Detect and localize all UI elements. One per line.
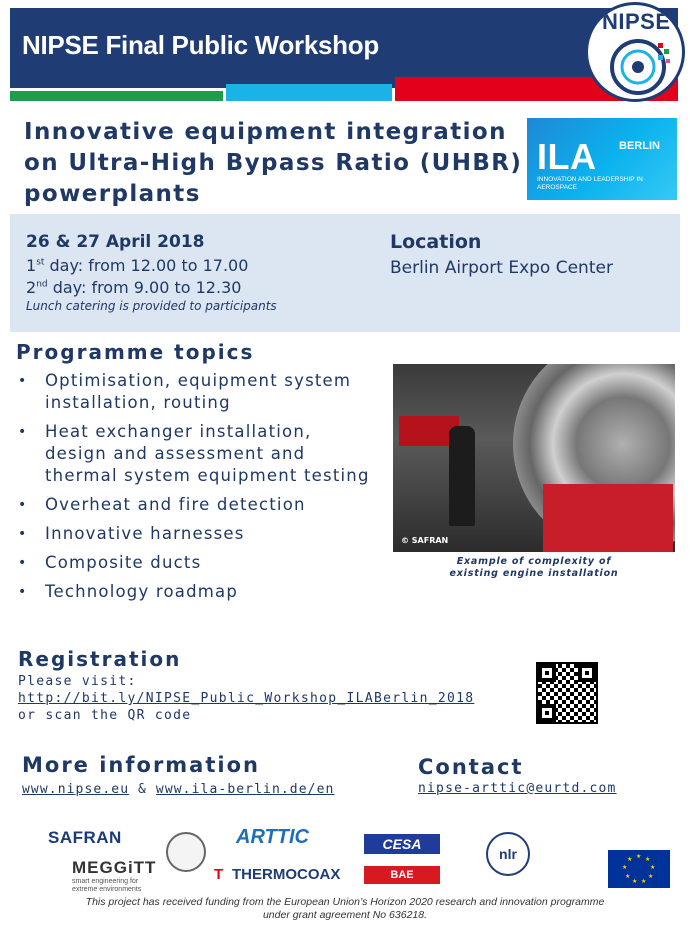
technician-figure	[449, 426, 475, 526]
qr-finder	[538, 664, 556, 682]
eu-flag-icon: ★ ★ ★ ★ ★ ★ ★ ★ ★	[608, 850, 670, 888]
meggitt-logo: MEGGiTT	[72, 858, 157, 877]
photo-credit: © SAFRAN	[401, 536, 449, 545]
ila-logo-tagline: INNOVATION AND LEADERSHIP IN AEROSPACE	[537, 176, 643, 191]
topic-item: • Technology roadmap	[16, 581, 376, 603]
ila-berlin-logo	[527, 118, 677, 200]
funding-footer	[10, 896, 680, 922]
archimedes-logo	[166, 832, 206, 872]
contact-heading: Contact	[418, 755, 524, 779]
day2-number: 2	[26, 278, 37, 297]
engine-icon	[588, 5, 682, 99]
arttic-logo: ARTTIC	[236, 826, 309, 848]
qr-finder	[578, 664, 596, 682]
subtitle-line: on Ultra-High Bypass Ratio (UHBR)	[24, 150, 523, 176]
engine-photo	[393, 364, 675, 552]
ila-website-link[interactable]: www.ila-berlin.de/en	[155, 782, 335, 797]
thermocoax-mark-icon: T	[214, 866, 224, 883]
topics-heading: Programme topics	[16, 340, 255, 364]
subtitle-line: Innovative equipment integration	[24, 119, 507, 145]
engine-stand	[543, 484, 673, 552]
topic-item: • Composite ducts	[16, 552, 376, 574]
registration-scan-text: or scan the QR code	[18, 708, 192, 723]
registration-link[interactable]: http://bit.ly/NIPSE_Public_Workshop_ILABerlin_2018	[18, 691, 475, 706]
qr-finder	[538, 704, 556, 722]
registration-heading: Registration	[18, 647, 182, 671]
contact-email-link[interactable]: nipse-arttic@eurtd.com	[418, 781, 617, 796]
caption-line: existing engine installation	[449, 568, 619, 579]
footer-line: under grant agreement No 636218.	[262, 909, 428, 921]
footer-line: This project has received funding from the European Union’s Horizon 2020 research and innovation programme	[85, 896, 605, 908]
nlr-logo: nlr	[486, 832, 530, 876]
stripe-cyan	[226, 84, 392, 101]
topic-item: • Overheat and fire detection	[16, 494, 376, 516]
caption-line: Example of complexity of	[456, 556, 612, 567]
day1-schedule	[26, 256, 248, 275]
nipse-logo-text: NIPSE	[602, 9, 671, 34]
day1-number: 1	[26, 256, 37, 275]
more-info-heading: More information	[22, 753, 260, 777]
day2-schedule	[26, 278, 241, 297]
event-date: 26 & 27 April 2018	[26, 232, 205, 252]
cesa-logo: CESA	[364, 834, 440, 854]
workshop-subtitle	[24, 117, 524, 210]
more-info-links	[22, 782, 334, 797]
location-value: Berlin Airport Expo Center	[390, 258, 613, 278]
photo-caption	[393, 556, 675, 580]
topics-list	[16, 370, 376, 610]
ila-logo-city: BERLIN	[619, 140, 660, 152]
nipse-logo	[585, 2, 685, 102]
lunch-note: Lunch catering is provided to participants	[26, 299, 277, 313]
bae-systems-logo: BAE SYSTEMS	[364, 866, 440, 884]
stripe-green	[10, 91, 223, 101]
ila-logo-name: ILA	[537, 136, 597, 177]
day1-ordinal: st	[36, 257, 45, 268]
day1-time: day: from 12.00 to 17.00	[44, 256, 249, 275]
nipse-website-link[interactable]: www.nipse.eu	[22, 782, 130, 797]
location-heading: Location	[390, 231, 482, 253]
topic-item: • Optimisation, equipment system installation, routing	[16, 370, 376, 414]
day2-ordinal: nd	[36, 279, 48, 290]
thermocoax-logo: THERMOCOAX	[232, 866, 341, 883]
page-title: NIPSE Final Public Workshop	[22, 30, 379, 60]
link-separator: &	[129, 782, 156, 797]
topic-item: • Heat exchanger installation, design and assessment and thermal system equipment testing	[16, 421, 376, 487]
safran-logo: SAFRAN	[48, 828, 122, 847]
day2-time: day: from 9.00 to 12.30	[47, 278, 242, 297]
registration-visit-text: Please visit:	[18, 674, 137, 689]
subtitle-line: powerplants	[24, 181, 201, 207]
meggitt-tagline: smart engineering for extreme environments	[72, 878, 142, 893]
topic-item: • Innovative harnesses	[16, 523, 376, 545]
qr-code[interactable]	[536, 662, 598, 724]
